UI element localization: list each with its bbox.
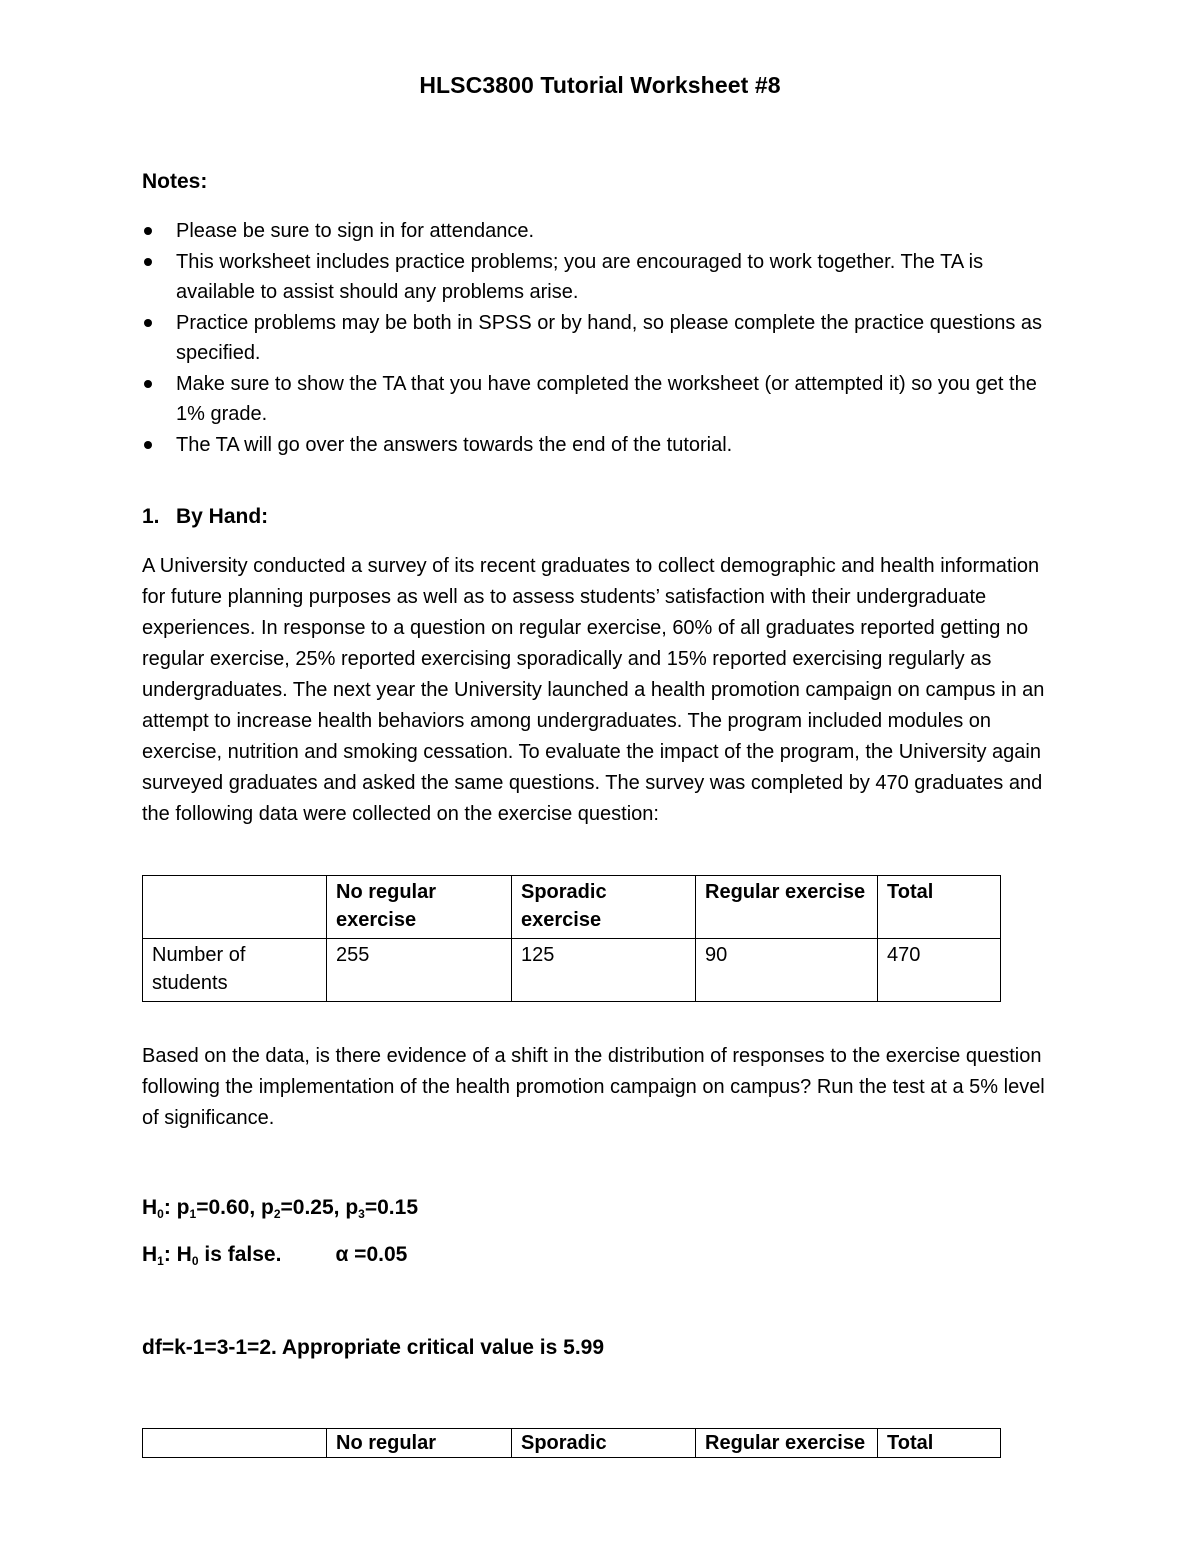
question-number: 1. [142,505,160,528]
note-item: Make sure to show the TA that you have completed the worksheet (or attempted it) so you get the 1% grade. [142,369,1062,430]
table-header-row [143,1429,1001,1458]
alpha-level: α =0.05 [335,1243,408,1266]
table-cell: 125 [512,939,696,1002]
h0-subscript: 2 [273,1207,281,1221]
question-prompt: Based on the data, is there evidence of a shift in the distribution of responses to the exercise question following the implementation of the health promotion campaign on campus? Run the test at a 5% level of significance. [142,1045,1045,1129]
h1-text: is false. [198,1243,282,1266]
table-header-cell: No regular exercise [327,876,512,939]
table-cell: 470 [878,939,1001,1002]
note-item: Please be sure to sign in for attendance. [142,216,1062,247]
h0-text: =0.15 [364,1196,418,1219]
table-header-cell: Sporadic [512,1429,696,1458]
h0-text: =0.60, p [196,1196,274,1219]
h1-subscript: 1 [157,1254,164,1268]
h0-text: : p [163,1196,190,1219]
alternative-hypothesis [142,1243,407,1268]
notes-heading: Notes: [142,170,208,193]
expected-data-table [142,1428,1001,1458]
h0-text: =0.25, p [280,1196,359,1219]
page-title: HLSC3800 Tutorial Worksheet #8 [419,72,781,98]
question-heading-text: By Hand: [176,505,269,528]
note-item: Practice problems may be both in SPSS or by hand, so please complete the practice questions as specified. [142,308,1062,369]
h1-text: : H [163,1243,192,1266]
h1-symbol: H [142,1243,158,1266]
table-row-label: Number of students [143,939,327,1002]
degrees-of-freedom-line: df=k-1=3-1=2. Appropriate critical value is 5.99 [142,1336,605,1359]
table-cell: 90 [696,939,878,1002]
observed-data-table [142,875,1001,1002]
question-paragraph: A University conducted a survey of its recent graduates to collect demographic and health information for future planning purposes as well as to assess students’ satisfaction with their undergraduate experiences. In response to a question on regular exercise, 60% of all graduates reported getting no regular exercise, 25% reported exercising sporadically and 15% reported exercising regularly as undergraduates. The next year the University launched a health promotion campaign on campus in an attempt to increase health behaviors among undergraduates. The program included modules on exercise, nutrition and smoking cessation. To evaluate the impact of the program, the University again surveyed graduates and asked the same questions. The survey was completed by 470 graduates and the following data were collected on the exercise question: [142,555,1045,825]
note-item: This worksheet includes practice problems; you are encouraged to work together. The TA is available to assist should any problems arise. [142,247,1062,308]
table-header-cell: No regular [327,1429,512,1458]
h0-subscript: 0 [157,1207,164,1221]
table-header-cell: Total [878,1429,1001,1458]
table-header-cell: Regular exercise [696,1429,878,1458]
question-heading [142,505,268,529]
table-header-cell: Regular exercise [696,876,878,939]
notes-list [142,216,1062,460]
table-header-cell [143,1429,327,1458]
null-hypothesis [142,1196,418,1221]
table-header-cell: Sporadic exercise [512,876,696,939]
h1-subscript: 0 [191,1254,199,1268]
h0-symbol: H [142,1196,158,1219]
table-header-cell: Total [878,876,1001,939]
table-row [143,939,1001,1002]
note-item: The TA will go over the answers towards the end of the tutorial. [142,430,1062,461]
table-header-cell [143,876,327,939]
table-header-row [143,876,1001,939]
h0-subscript: 1 [189,1207,197,1221]
table-cell: 255 [327,939,512,1002]
h0-subscript: 3 [358,1207,365,1221]
